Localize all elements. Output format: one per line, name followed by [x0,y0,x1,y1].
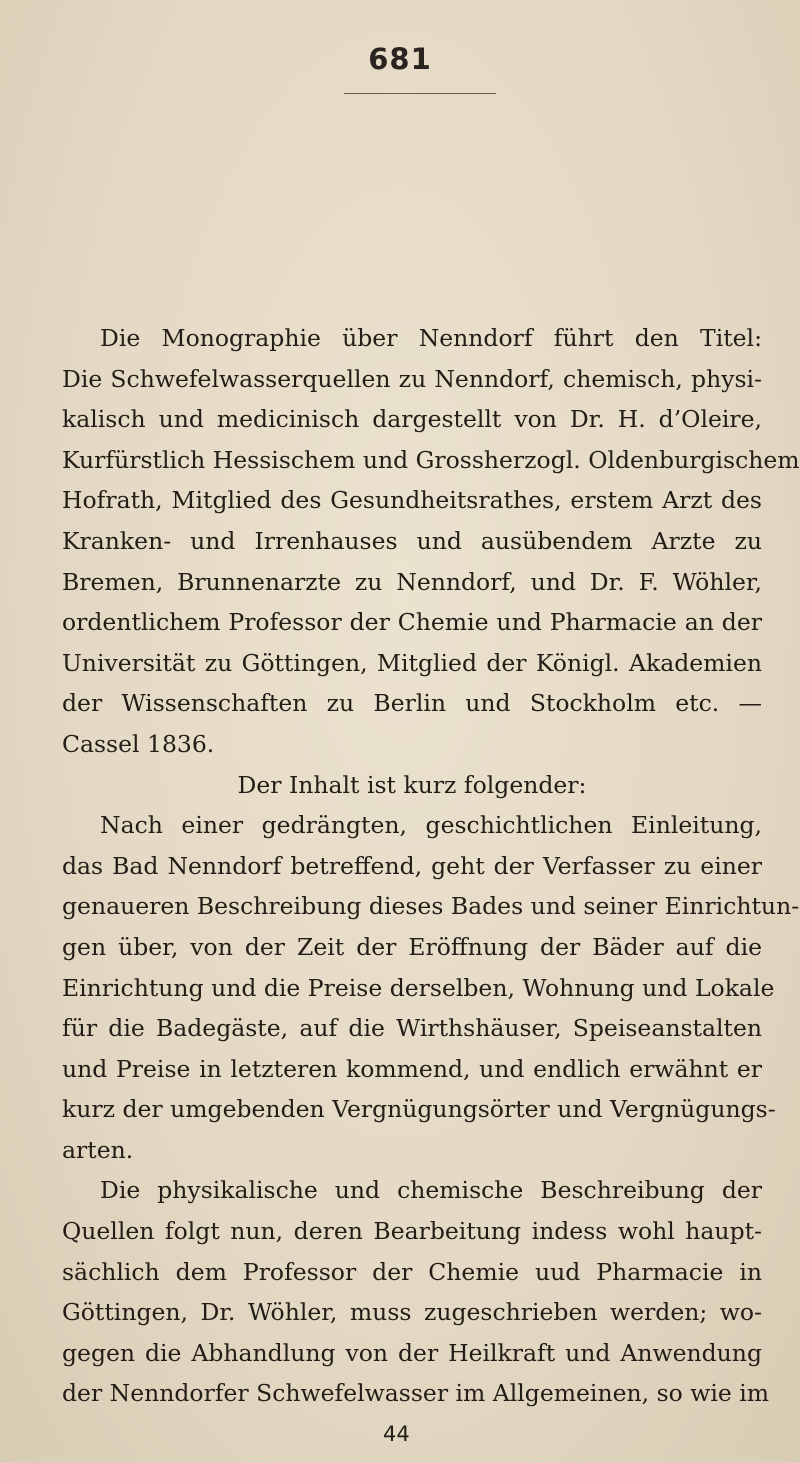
text-line: Nach einer gedrängten, geschichtlichen Einleitung, [100,811,762,840]
paragraph [62,805,800,1170]
paragraph [62,1170,770,1414]
text-line: das Bad Nenndorf betreffend, geht der Verfasser zu einer [62,851,762,880]
text-line: Einrichtung und die Preise derselben, Wohnung und Lokale [62,973,775,1002]
signature-mark: 44 [383,1422,410,1447]
text-line: Universität zu Göttingen, Mitglied der Königl. Akademien [62,648,762,677]
text-line: Cassel 1836. [62,729,215,758]
text-line: Der Inhalt ist kurz folgender: [237,770,587,799]
paragraph [62,318,800,765]
text-line: gegen die Abhandlung von der Heilkraft und Anwendung [62,1338,762,1367]
text-line: und Preise in letzteren kommend, und endlich erwähnt er [62,1054,762,1083]
page-number-rule [344,93,496,94]
paragraph [62,765,762,806]
text-line: Die Monographie über Nenndorf führt den Titel: [100,324,762,352]
text-line: gen über, von der Zeit der Eröffnung der Bäder auf die [62,932,762,961]
body-text [62,318,800,1455]
text-line: Die Schwefelwasserquellen zu Nenndorf, chemisch, physi- [62,364,762,393]
page-number: 681 [368,42,432,76]
text-line: ordentlichem Professor der Chemie und Pharmacie an der [62,608,762,637]
text-line: Bremen, Brunnenarzte zu Nenndorf, und Dr. F. Wöhler, [62,567,762,596]
text-line: Göttingen, Dr. Wöhler, muss zugeschrieben werden; wo- [62,1298,762,1327]
text-line: kurz der umgebenden Vergnügungsörter und Vergnügungs- [62,1095,776,1124]
text-line: Kranken- und Irrenhauses und ausübendem Arzte zu [62,526,762,555]
text-line: für die Badegäste, auf die Wirthshäuser, Speiseanstalten [62,1014,762,1043]
text-line: kalisch und medicinisch dargestellt von Dr. H. d’Oleire, [62,405,762,434]
text-line: der Nenndorfer Schwefelwasser im Allgemeinen, so wie im [62,1379,770,1408]
text-line: Kurfürstlich Hessischem und Grossherzogl. Oldenburgischem [62,445,800,474]
text-line: der Wissenschaften zu Berlin und Stockholm etc. — [62,689,762,718]
text-line: Die physikalische und chemische Beschreibung der [100,1176,762,1205]
text-line: Quellen folgt nun, deren Bearbeitung indess wohl haupt- [62,1217,762,1246]
text-line: Hofrath, Mitglied des Gesundheitsrathes, erstem Arzt des [62,486,762,515]
text-line: sächlich dem Professor der Chemie uud Pharmacie in [62,1257,762,1286]
text-line: arten. [62,1135,134,1164]
text-line: genaueren Beschreibung dieses Bades und seiner Einrichtun- [62,892,800,921]
